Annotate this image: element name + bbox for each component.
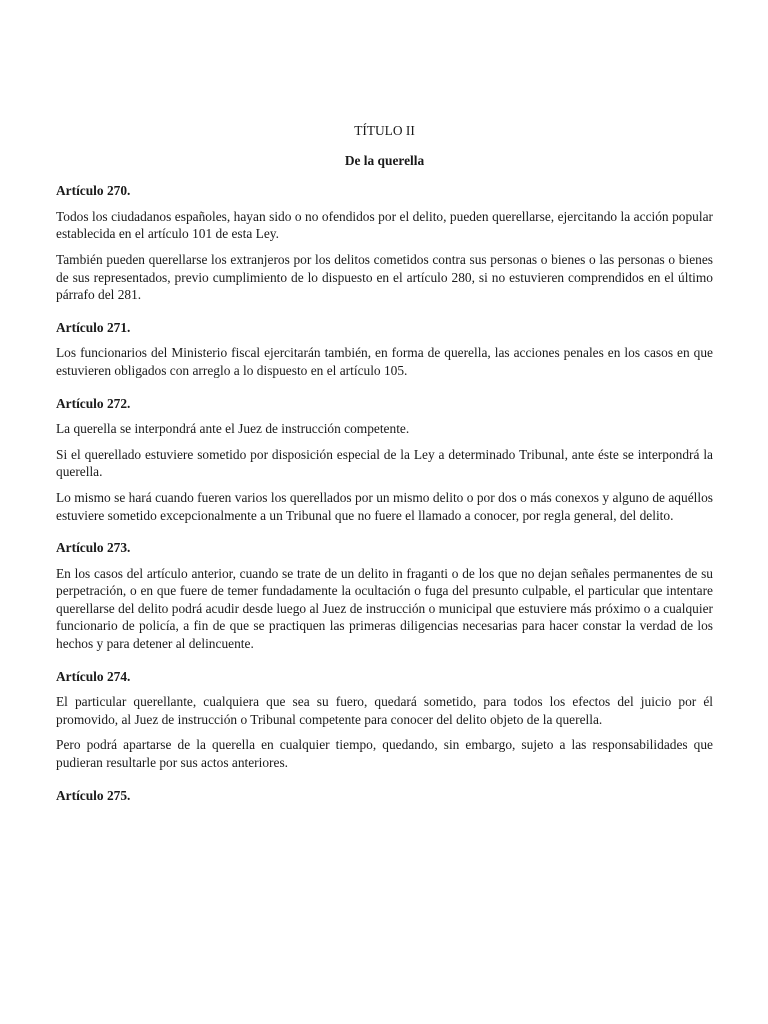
article-heading: Artículo 275. <box>56 787 131 803</box>
article-heading: Artículo 270. <box>56 183 131 199</box>
article-273 <box>56 539 713 653</box>
document-title: TÍTULO II <box>354 123 415 138</box>
article-paragraph: Lo mismo se hará cuando fueren varios los querellados por un mismo delito o por dos o más conexos y alguno de aquéllos estuviere sometido excepcionalmente a un Tribunal que no fuere el llamado a conocer, por regla general, del delito. <box>56 489 713 523</box>
document-subtitle: De la querella <box>344 152 425 168</box>
article-275 <box>56 787 713 805</box>
article-paragraph: Pero podrá apartarse de la querella en cualquier tiempo, quedando, sin embargo, sujeto a las responsabilidades que pudieran resultarle por sus actos anteriores. <box>56 737 713 771</box>
article-paragraph: El particular querellante, cualquiera que sea su fuero, quedará sometido, para todos los efectos del juicio por él promovido, al Juez de instrucción o Tribunal competente para conocer del delito objeto de la querella. <box>56 694 713 727</box>
article-paragraph: Si el querellado estuviere sometido por disposición especial de la Ley a determinado Tribunal, ante éste se interpondrá la querella. <box>56 446 713 480</box>
article-heading: Artículo 274. <box>56 668 131 684</box>
article-270 <box>56 182 713 304</box>
article-274 <box>56 668 713 772</box>
article-paragraph: También pueden querellarse los extranjeros por los delitos cometidos contra sus personas o bienes o las personas o bienes de sus representados, previo cumplimiento de lo dispuesto en el artículo 280, si no estuvieren comprendidos en el último párrafo del 281. <box>56 251 713 303</box>
document-page <box>56 122 713 819</box>
article-heading: Artículo 273. <box>56 540 131 556</box>
article-271 <box>56 319 713 380</box>
article-heading: Artículo 271. <box>56 319 131 335</box>
article-paragraph: Los funcionarios del Ministerio fiscal ejercitarán también, en forma de querella, las acciones penales en los casos en que estuvieren obligados con arreglo a lo dispuesto en el artículo 105. <box>56 345 713 378</box>
article-heading: Artículo 272. <box>56 395 131 411</box>
article-paragraph: La querella se interpondrá ante el Juez de instrucción competente. <box>56 421 410 437</box>
article-272 <box>56 395 713 525</box>
article-paragraph: Todos los ciudadanos españoles, hayan sido o no ofendidos por el delito, pueden querellarse, ejercitando la acción popular establecida en el artículo 101 de esta Ley. <box>56 208 713 242</box>
article-paragraph: En los casos del artículo anterior, cuando se trate de un delito in fraganti o de los que no dejan señales permanentes de su perpetración, o en que fuere de temer fundadamente la ocultación o fuga del presunto culpable, el particular que intentare querellarse del delito podrá acudir desde luego al Juez de instrucción o municipal que estuviere más próximo o a cualquier funcionario de policía, a fin de que se practiquen las primeras diligencias necesarias para hacer constar la verdad de los hechos y para detener al delincuente. <box>56 565 713 652</box>
